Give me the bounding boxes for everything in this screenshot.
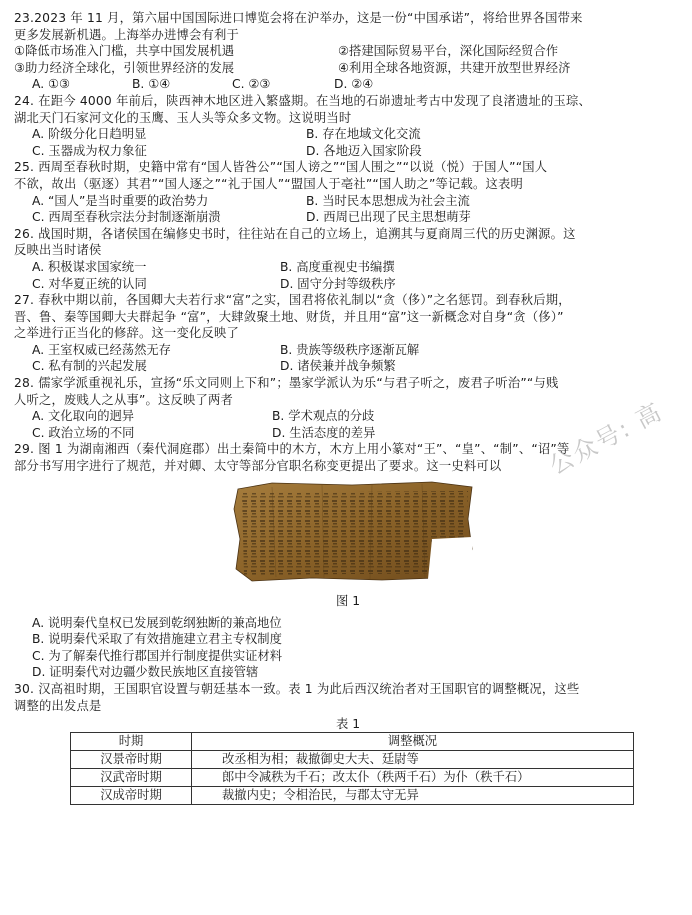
q28-option: B. 学术观点的分歧	[272, 409, 375, 424]
q30-stem-line: 30. 汉高祖时期，王国职官设置与朝廷基本一致。表 1 为此后西汉统治者对王国职官的调整概况，这些	[14, 682, 580, 696]
q29-option: B. 说明秦代采取了有效措施建立君主专权制度	[32, 632, 282, 647]
q28-option: A. 文化取向的迥异	[32, 409, 135, 424]
table-cell-period: 汉武帝时期	[71, 769, 192, 787]
q24-options-row	[14, 143, 682, 160]
q26-stem-line: 反映出当时诸侯	[14, 243, 102, 258]
question-25	[14, 159, 682, 225]
q26-options-row	[14, 276, 682, 293]
q23-item: ③助力经济全球化，引领世界经济的发展	[14, 60, 235, 75]
q29-option-row	[14, 648, 682, 665]
question-26	[14, 226, 682, 292]
q28-stem-line: 28. 儒家学派重视礼乐，宣扬“乐文同则上下和”；墨家学派认为乐“与君子听之，废君子听治”“与贱	[14, 376, 559, 391]
table-cell-description: 郎中令减秩为千石；改太仆（秩两千石）为仆（秩千石）	[192, 769, 634, 787]
q27-option: B. 贵族等级秩序逐渐瓦解	[280, 342, 420, 357]
q24-option: A. 阶级分化日趋明显	[32, 127, 147, 142]
table-header-row	[71, 733, 634, 751]
table-header-cell: 时期	[71, 733, 192, 751]
q28-options-row	[14, 425, 682, 442]
q23-option: A. ①③	[32, 77, 71, 92]
q27-options-row	[14, 358, 682, 375]
table-cell-description: 裁撤内史；令相治民，与郡太守无异	[192, 787, 634, 805]
q24-stem-line: 24. 在距今 4000 年前后，陕西神木地区进入繁盛期。在当地的石峁遗址考古中发现了良渚遗址的玉琮、	[14, 93, 591, 108]
q29-option: D. 证明秦代对边疆少数民族地区直接管辖	[32, 665, 259, 680]
q27-stem-line: 晋、鲁、秦等国卿大夫群起争 “富”，大肆敛聚土地、财货，并且用“富”这一新概念对自身“贪（侈）”	[14, 309, 564, 324]
q27-option: A. 王室权威已经荡然无存	[32, 342, 171, 357]
q28-stem-line: 人听之，废贱人之从事”。这反映了两者	[14, 392, 234, 407]
question-24	[14, 93, 682, 159]
q27-options-row	[14, 342, 682, 359]
q27-option: D. 诸侯兼并战争频繁	[280, 359, 396, 374]
q26-options-row	[14, 259, 682, 276]
table-row	[71, 769, 634, 787]
q26-option: A. 积极谋求国家统一	[32, 259, 147, 274]
q29-option-row	[14, 631, 682, 648]
q23-items-row	[14, 43, 682, 60]
q27-stem-line: 27. 春秋中期以前，各国卿大夫若行求“富”之实，国君将依礼制以“贪（侈）”之名惩罚。到春秋后期，	[14, 293, 571, 308]
q23-item: ①降低市场准入门槛，共享中国发展机遇	[14, 44, 235, 59]
q23-options-row	[14, 76, 682, 93]
question-30	[14, 681, 682, 805]
figure-1	[14, 479, 682, 591]
q27-option: C. 私有制的兴起发展	[32, 359, 147, 374]
q23-option: D. ②④	[334, 77, 374, 92]
q25-options-row	[14, 209, 682, 226]
q26-option: D. 固守分封等级秩序	[280, 276, 396, 291]
q25-option: D. 西周已出现了民主思想萌芽	[306, 210, 471, 225]
q25-stem-line: 不欲，故出（驱逐）其君”“国人逐之”“礼于国人”“盟国人于亳社”“国人助之”等记载。这表明	[14, 176, 524, 191]
q23-stem-line: 更多发展新机遇。上海举办进博会有利于	[14, 27, 239, 42]
watermark: 公众号: 高	[544, 397, 668, 481]
q28-option: D. 生活态度的差异	[272, 425, 376, 440]
qin-wooden-tablet-image	[232, 479, 476, 583]
q29-option-row	[14, 664, 682, 681]
figure-caption: 图 1	[335, 593, 361, 608]
q23-item: ②搭建国际贸易平台，深化国际经贸合作	[338, 44, 559, 59]
q24-stem-line: 湖北天门石家河文化的玉鹰、玉人头等众多文物。这说明当时	[14, 110, 352, 125]
q29-stem-line: 29. 图 1 为湖南湘西（秦代洞庭郡）出土秦简中的木方，木方上用小篆对“王”、“皇”、“制”、“诏”等	[14, 442, 570, 457]
table-cell-period: 汉成帝时期	[71, 787, 192, 805]
question-29	[14, 441, 682, 681]
exam-page	[14, 10, 682, 805]
q26-option: C. 对华夏正统的认同	[32, 276, 147, 291]
q28-options-row	[14, 408, 682, 425]
q23-option: C. ②③	[232, 77, 271, 92]
q24-option: C. 玉器成为权力象征	[32, 143, 147, 158]
table-title: 表 1	[335, 717, 361, 732]
q29-option: A. 说明秦代皇权已发展到乾纲独断的兼高地位	[32, 615, 282, 630]
table-header-cell: 调整概况	[192, 733, 634, 751]
q24-options-row	[14, 126, 682, 143]
q23-stem-line: 23.2023 年 11 月，第六届中国国际进口博览会将在沪举办，这是一份“中国承诺”，将给世界各国带来	[14, 11, 583, 25]
table-row	[71, 751, 634, 769]
q29-stem-line: 部分书写用字进行了规范，并对卿、太守等部分官职名称变更提出了要求。这一史料可以	[14, 459, 502, 474]
q29-option-row	[14, 615, 682, 632]
q25-option: B. 当时民本思想成为社会主流	[306, 193, 470, 208]
q26-stem-line: 26. 战国时期，各诸侯国在编修史书时，往往站在自己的立场上，追溯其与夏商周三代的历史渊源。这	[14, 226, 576, 241]
table-1	[70, 732, 634, 805]
q24-option: D. 各地迈入国家阶段	[306, 143, 422, 158]
question-27	[14, 292, 682, 375]
q23-items-row	[14, 60, 682, 77]
q25-options-row	[14, 193, 682, 210]
table-row	[71, 787, 634, 805]
q30-stem-line: 调整的出发点是	[14, 698, 102, 713]
question-23	[14, 10, 682, 93]
q23-option: B. ①④	[132, 77, 171, 92]
q26-option: B. 高度重视史书编撰	[280, 259, 395, 274]
q28-option: C. 政治立场的不同	[32, 425, 135, 440]
q24-option: B. 存在地域文化交流	[306, 127, 421, 142]
question-28	[14, 375, 682, 441]
table-cell-description: 改丞相为相；裁撤御史大夫、廷尉等	[192, 751, 634, 769]
q25-option: C. 西周至春秋宗法分封制逐渐崩溃	[32, 210, 221, 225]
q25-option: A. “国人”是当时重要的政治势力	[32, 193, 209, 208]
q29-option: C. 为了解秦代推行郡国并行制度提供实证材料	[32, 648, 283, 663]
q27-stem-line: 之举进行正当化的修辞。这一变化反映了	[14, 326, 239, 341]
q25-stem-line: 25. 西周至春秋时期，史籍中常有“国人皆咎公”“国人谤之”“国人围之”“以说（悦）于国人”“国人	[14, 160, 548, 175]
table-cell-period: 汉景帝时期	[71, 751, 192, 769]
q23-item: ④利用全球各地资源，共建开放型世界经济	[338, 60, 571, 75]
